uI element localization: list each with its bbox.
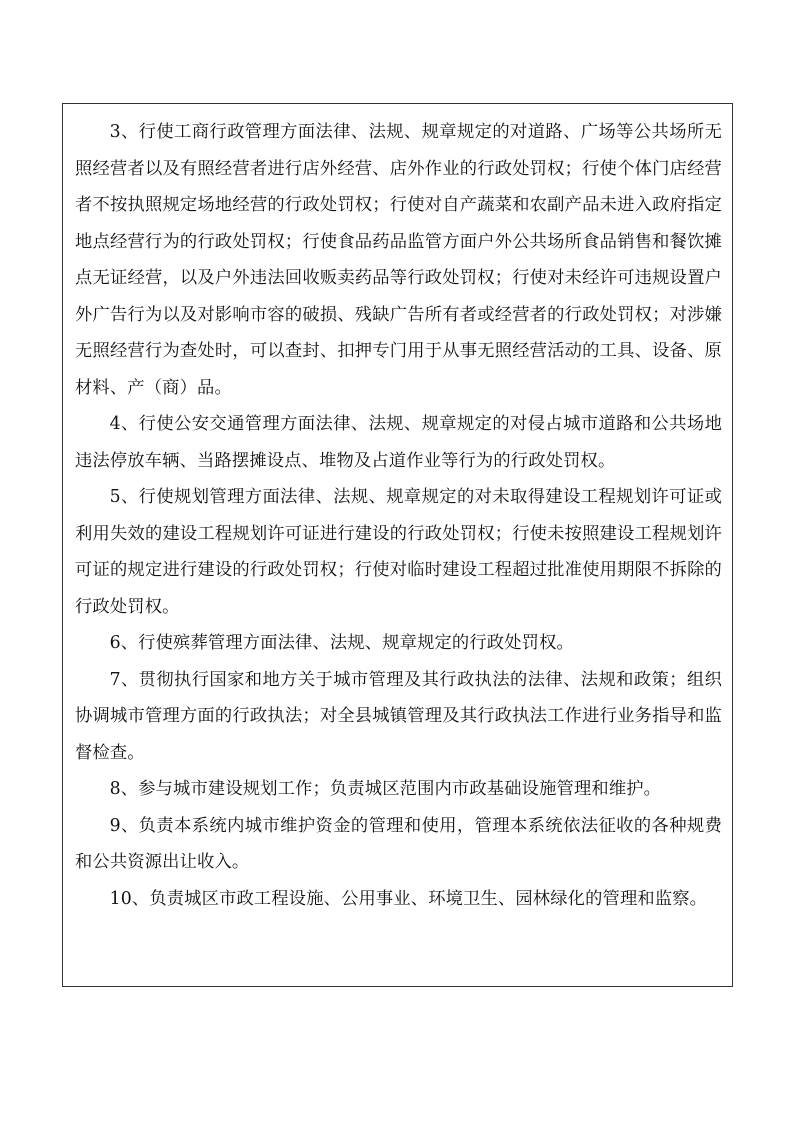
paragraph-item-8: 8、参与城市建设规划工作；负责城区范围内市政基础设施管理和维护。 [109, 779, 662, 799]
paragraph-item-9: 9、负责本系统内城市维护资金的管理和使用，管理本系统依法征收的各种规费和公共资源出让收入。 [75, 815, 722, 872]
document-content-box [62, 103, 733, 987]
paragraph-item-10: 10、负责城区市政工程设施、公用事业、环境卫生、园林绿化的管理和监察。 [109, 888, 708, 909]
paragraph-item-3: 3、行使工商行政管理方面法律、法规、规章规定的对道路、广场等公共场所无照经营者以及有照经营者进行店外经营、店外作业的行政处罚权；行使个体门店经营者不按执照规定场地经营的行政处罚权；行使对自产蔬菜和农副产品未进入政府指定地点经营行为的行政处罚权；行使食品药品监管方面户外公共场所食品销售和餐饮摊点无证经营，以及户外违法回收贩卖药品等行政处罚权；行使对未经许可违规设置户外广告行为以及对影响市容的破损、残缺广告所有者或经营者的行政处罚权；对涉嫌无照经营行为查处时，可以查封、扣押专门用于从事无照经营活动的工具、设备、原材料、产（商）品。 [75, 122, 722, 398]
paragraph-item-4: 4、行使公安交通管理方面法律、法规、规章规定的对侵占城市道路和公共场地违法停放车辆、当路摆摊设点、堆物及占道作业等行为的行政处罚权。 [75, 414, 722, 471]
paragraph-item-6: 6、行使殡葬管理方面法律、法规、规章规定的行政处罚权。 [109, 633, 574, 653]
paragraph-item-5: 5、行使规划管理方面法律、法规、规章规定的对未取得建设工程规划许可证或利用失效的建设工程规划许可证进行建设的行政处罚权；行使未按照建设工程规划许可证的规定进行建设的行政处罚权；行使对临时建设工程超过批准使用期限不拆除的行政处罚权。 [75, 487, 722, 617]
paragraph-item-7: 7、贯彻执行国家和地方关于城市管理及其行政执法的法律、法规和政策；组织协调城市管理方面的行政执法；对全县城镇管理及其行政执法工作进行业务指导和监督检查。 [75, 669, 722, 763]
